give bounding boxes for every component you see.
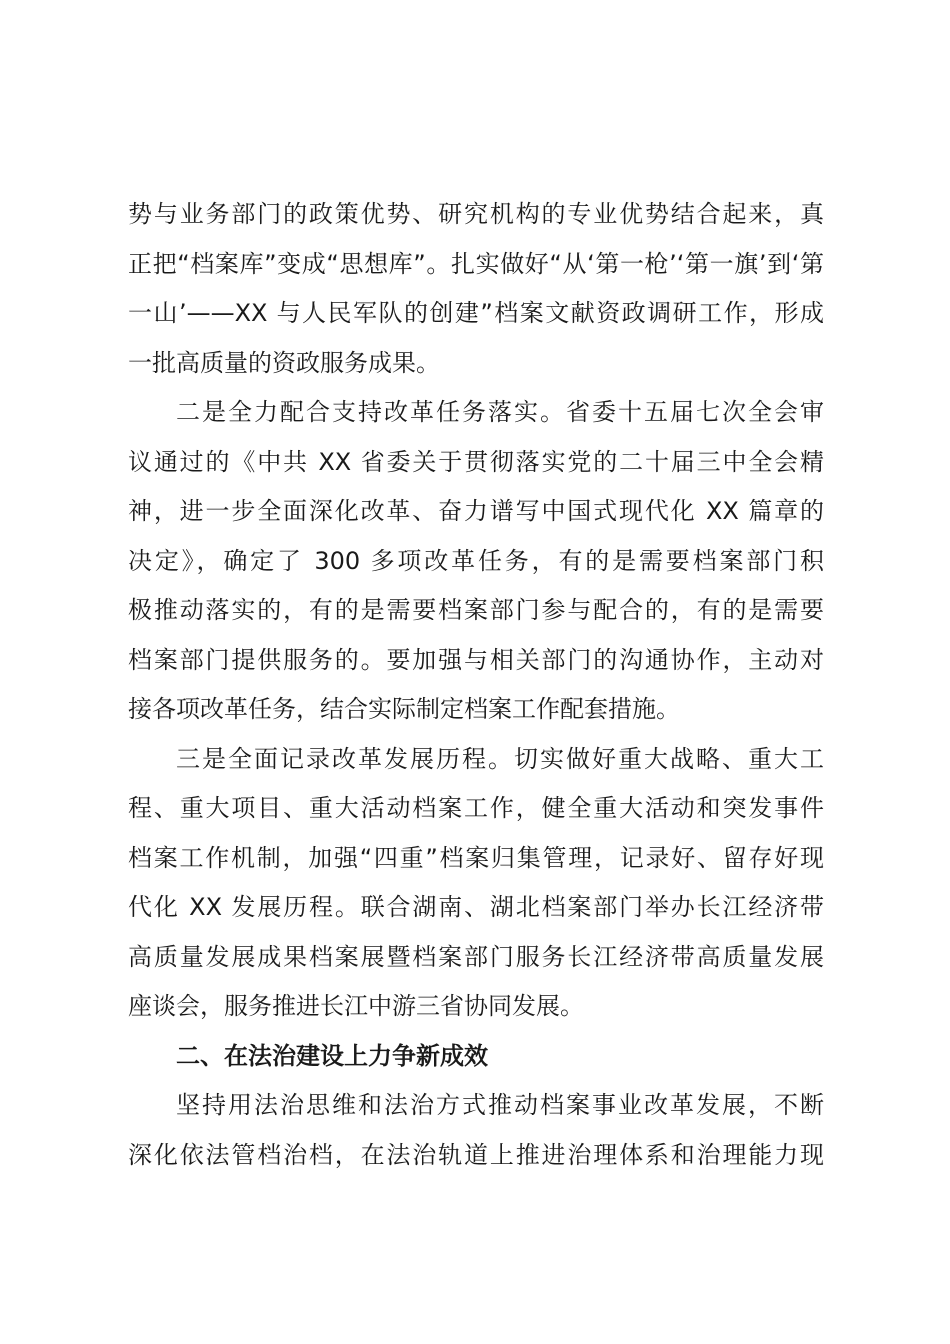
section-heading-text: 二、在法治建设上力争新成效 bbox=[176, 1041, 488, 1070]
text-line: 一批高质量的资政服务成果。 bbox=[128, 348, 440, 377]
section-heading bbox=[128, 1032, 824, 1082]
text-line: 代化 XX 发展历程。联合湖南、湖北档案部门举办长江经济带 bbox=[128, 893, 824, 921]
text-line: 高质量发展成果档案展暨档案部门服务长江经济带高质量发展 bbox=[128, 942, 824, 971]
text-line: 坚持用法治思维和法治方式推动档案事业改革发展，不断 bbox=[176, 1091, 824, 1119]
text-line: 档案部门提供服务的。要加强与相关部门的沟通协作，主动对 bbox=[128, 645, 824, 674]
text-line: 座谈会，服务推进长江中游三省协同发展。 bbox=[128, 992, 584, 1020]
paragraph bbox=[128, 1081, 824, 1180]
text-line: 一山’——XX 与人民军队的创建”档案文献资政调研工作，形成 bbox=[128, 299, 824, 327]
text-line: 三是全面记录改革发展历程。切实做好重大战略、重大工 bbox=[176, 744, 824, 773]
text-line: 正把“档案库”变成“思想库”。扎实做好“从‘第一枪’‘第一旗’到‘第 bbox=[128, 249, 824, 278]
text-line: 势与业务部门的政策优势、研究机构的专业优势结合起来，真 bbox=[128, 200, 824, 228]
text-line: 神，进一步全面深化改革、奋力谱写中国式现代化 XX 篇章的 bbox=[128, 497, 824, 525]
text-line: 深化依法管档治档，在法治轨道上推进治理体系和治理能力现 bbox=[128, 1140, 824, 1169]
document-body bbox=[128, 190, 824, 1180]
paragraph bbox=[128, 735, 824, 1032]
text-line: 接各项改革任务，结合实际制定档案工作配套措施。 bbox=[128, 695, 680, 723]
text-line: 二是全力配合支持改革任务落实。省委十五届七次全会审 bbox=[176, 398, 824, 426]
paragraph bbox=[128, 190, 824, 388]
text-line: 议通过的《中共 XX 省委关于贯彻落实党的二十届三中全会精 bbox=[128, 447, 824, 476]
text-line: 档案工作机制，加强“四重”档案归集管理，记录好、留存好现 bbox=[128, 843, 824, 872]
text-line: 程、重大项目、重大活动档案工作，健全重大活动和突发事件 bbox=[128, 794, 824, 822]
text-line: 极推动落实的，有的是需要档案部门参与配合的，有的是需要 bbox=[128, 596, 824, 624]
text-line: 决定》，确定了 300 多项改革任务，有的是需要档案部门积 bbox=[128, 546, 824, 575]
paragraph bbox=[128, 388, 824, 735]
